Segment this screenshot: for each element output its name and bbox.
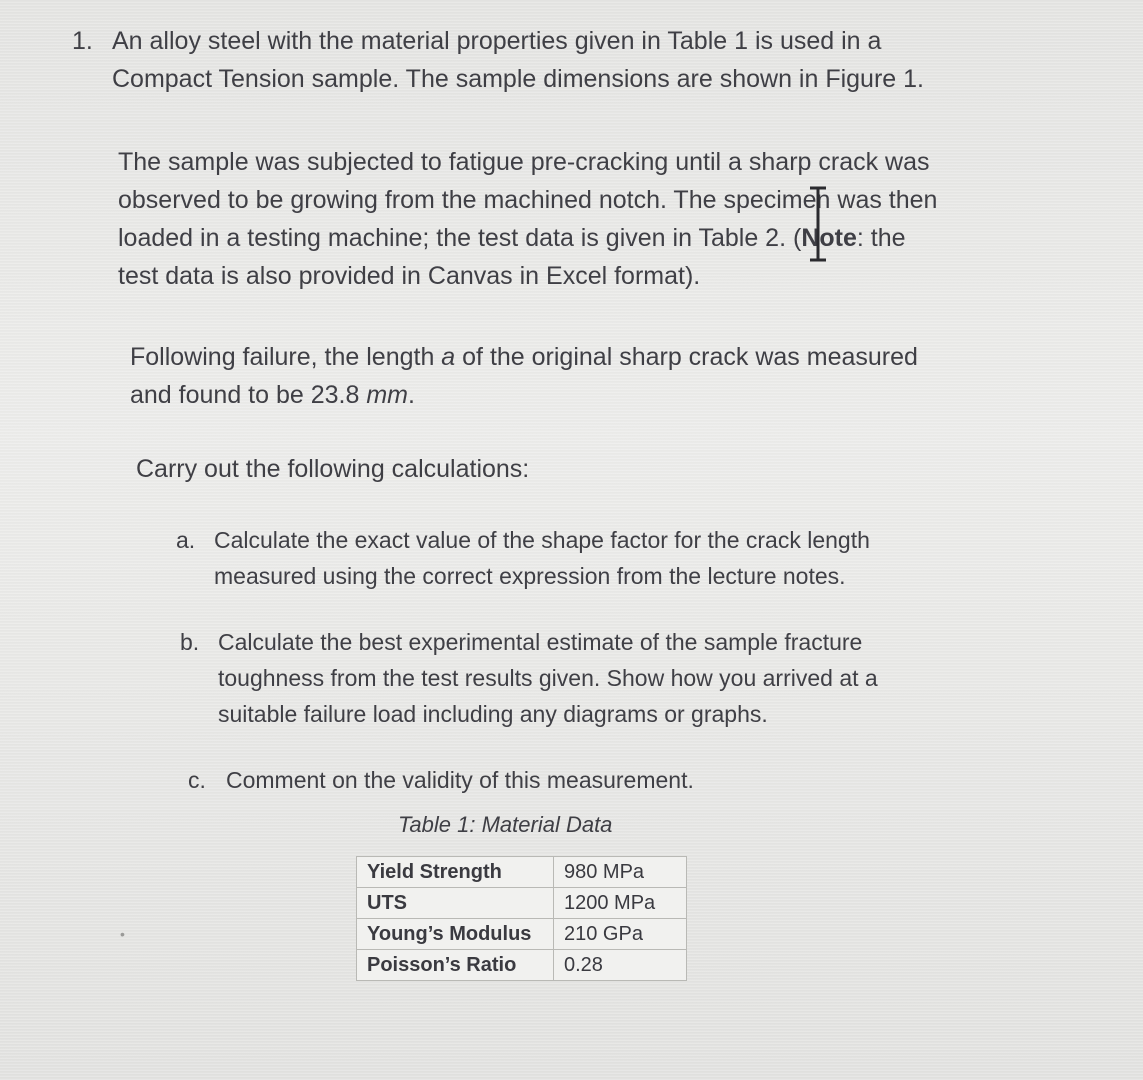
table-row — [357, 857, 687, 888]
property-value: 210 GPa — [554, 919, 687, 950]
property-value: 980 MPa — [554, 857, 687, 888]
paragraph-instructions: Carry out the following calculations: — [136, 455, 530, 483]
property-name: Yield Strength — [357, 857, 554, 888]
question-number: 1. — [72, 27, 93, 55]
table-row — [357, 919, 687, 950]
property-value: 0.28 — [554, 950, 687, 981]
paragraph-crack-length: Following failure, the length a of the original sharp crack was measured and found to be 23.8 mm. — [130, 343, 918, 409]
property-name: Young’s Modulus — [357, 919, 554, 950]
material-data-table — [356, 856, 687, 981]
property-name: UTS — [357, 888, 554, 919]
table-row — [357, 888, 687, 919]
subquestion-a: a. Calculate the exact value of the shape factor for the crack length measured using the correct expression from the lecture notes. — [176, 527, 870, 589]
question-1-line-2: Compact Tension sample. The sample dimensions are shown in Figure 1. — [112, 65, 924, 93]
property-value: 1200 MPa — [554, 888, 687, 919]
property-name: Poisson’s Ratio — [357, 950, 554, 981]
paragraph-precracking: The sample was subjected to fatigue pre-cracking until a sharp crack was observed to be growing from the machined notch. The specimen was then loaded in a testing machine; the test data is given in Table 2. (Note: the test data is also provided in Canvas in Excel format). — [118, 148, 938, 290]
text-cursor-icon — [808, 184, 828, 264]
question-1-line-1: 1. An alloy steel with the material properties given in Table 1 is used in a — [72, 22, 1032, 60]
subquestion-c: c. Comment on the validity of this measurement. — [188, 767, 694, 793]
table-row — [357, 950, 687, 981]
stray-mark: • — [120, 926, 125, 942]
question-1 — [72, 22, 1032, 98]
subquestion-b: b. Calculate the best experimental estimate of the sample fracture toughness from the test results given. Show how you arrived at a suitable failure load including any diagrams or graphs. — [180, 629, 878, 727]
table-caption: Table 1: Material Data — [398, 812, 613, 837]
